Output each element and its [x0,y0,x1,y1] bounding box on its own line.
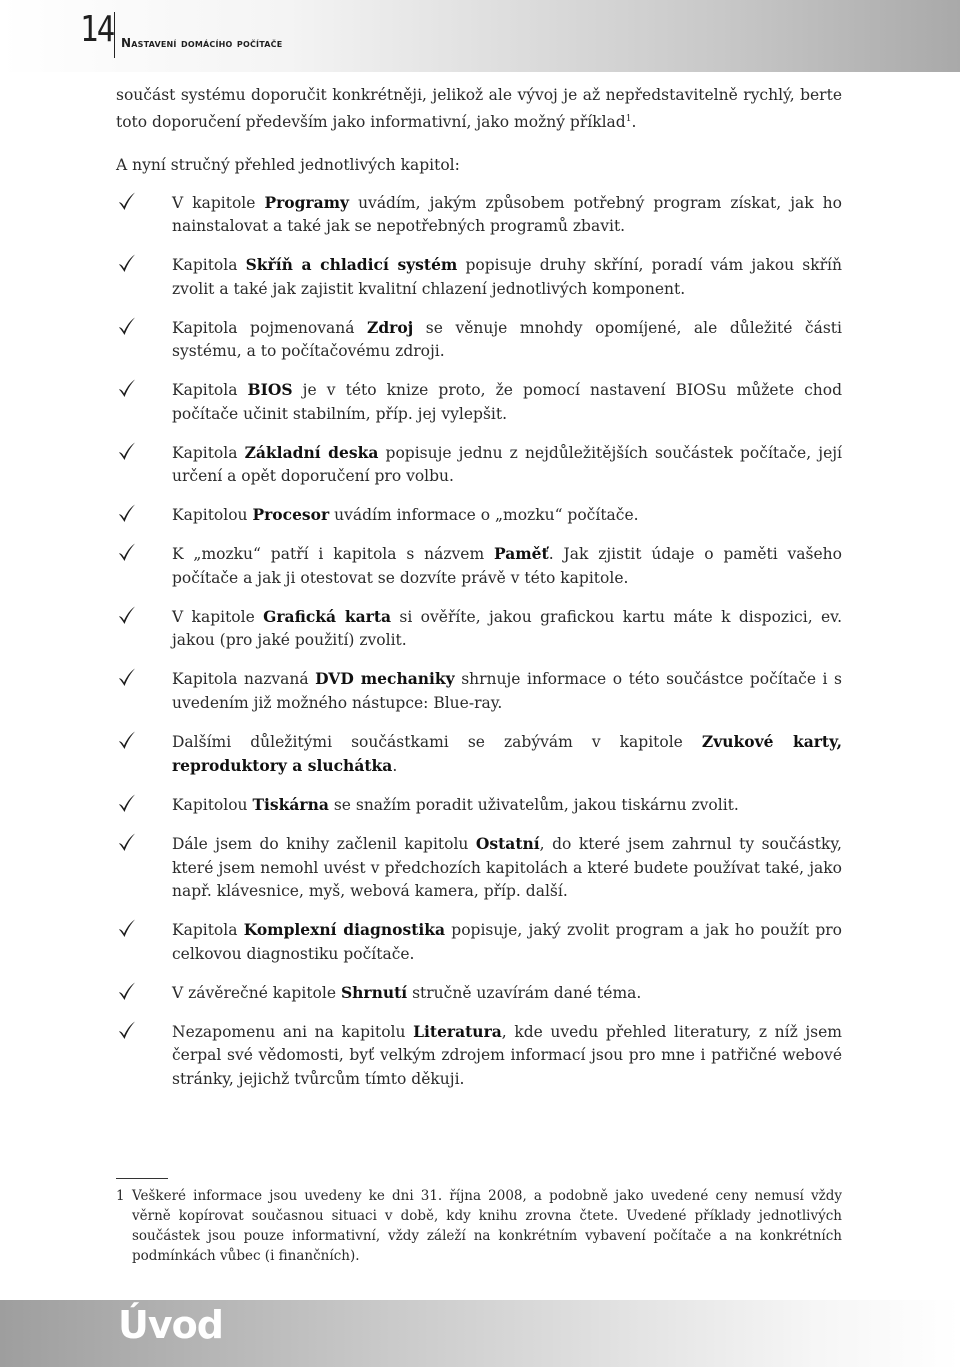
chapter-name: Zvukové karty, reproduktory a sluchátka [172,731,842,776]
page-header [0,0,960,72]
chapter-name: Paměť [494,544,549,564]
page-body [116,84,842,1106]
checkmark-icon [116,542,138,564]
chapter-list-item [116,667,842,715]
checkmark-icon [116,730,138,752]
chapter-list-item [116,441,842,489]
checkmark-icon [116,316,138,338]
chapter-list-item [116,832,842,904]
checkmark-icon [116,832,138,854]
chapter-item-text: popisuje druhy skříní, poradí vám jakou skříň zvolit a také jak zajistit kvalitní chlazení jednotlivých komponent. [172,256,842,298]
chapter-overview-lead: A nyní stručný přehled jednotlivých kapitol: [116,156,460,175]
chapter-item-text: Dále jsem do knihy začlenil kapitolu [172,835,476,854]
chapter-item-text: Kapitolou [172,506,253,525]
chapter-name: Literatura [413,1021,502,1041]
chapter-list-item [116,253,842,301]
chapter-item-text: shrnuje informace o této součástce počítače i s uvedením již možného nástupce: Blue-ray. [172,670,842,712]
checkmark-icon [116,918,138,940]
chapter-item-text: uvádím, jakým způsobem potřebný program získat, jak ho nainstalovat a také jak se nepotřebných programů zbavit. [172,193,842,236]
page-number: 14 [80,9,114,50]
chapter-item-text: uvádím informace o „mozku“ počítače. [329,506,639,525]
checkmark-icon [116,253,138,275]
checkmark-icon [116,503,138,525]
chapter-name: BIOS [247,380,293,400]
checkmark-icon [116,605,138,627]
chapter-item-text: Kapitola [172,381,248,400]
chapter-list-item [116,730,842,779]
chapter-item-text: V kapitole [172,193,265,212]
checkmark-icon [116,667,138,689]
chapter-item-text: stručně uzavírám dané téma. [407,983,642,1002]
chapter-list-item [116,542,842,590]
chapter-name: Základní deska [244,442,379,462]
chapter-item-text: popisuje jednu z nejdůležitějších součástek počítače, její určení a opět doporučení pro volbu. [172,443,843,486]
section-title: Úvod [118,1303,223,1347]
chapter-item-text: se věnuje mnohdy opomíjené, ale důležité části systému, a to počítačovému zdroji. [172,318,842,361]
chapter-item-text: V kapitole [172,607,264,626]
chapter-item-text: . Jak zjistit údaje o paměti vašeho počítače a jak ji otestovat se dozvíte právě v této kapitole. [172,545,842,587]
intro-text-end: . [631,112,637,131]
chapter-name: Tiskárna [252,795,329,815]
chapter-name: Shrnutí [340,982,408,1002]
chapter-list-item [116,316,842,364]
chapter-name: Programy [264,192,350,212]
checkmark-icon [116,441,138,463]
chapter-item-text: , kde uvedu přehled literatury, z níž jsem čerpal své vědomosti, byť velkým zdrojem informací jsou pro mne i patřičné webové stránky, jejichž tvůrcům tímto děkuji. [172,1022,842,1088]
chapter-item-text: Kapitolou [172,796,253,815]
chapter-name: DVD mechaniky [315,669,455,689]
footnote-text: Veškeré informace jsou uvedeny ke dni 31. října 2008, a podobně jako uvedené ceny nemusí vždy věrně kopírovat současnou situaci v době, kdy knihu zrovna čtete. Uvedené příklady jednotlivých součástek jsou pouze informativní, vždy záleží na konkrétním vybavení počítače a na konkrétních podmínkách vůbec (i finančních). [132,1188,842,1264]
chapter-list [116,191,842,1092]
footnote-reference: 1 [625,113,632,124]
chapter-item-text: Dalšími důležitými součástkami se zabývám v kapitole [172,732,702,751]
chapter-list-item [116,981,842,1006]
chapter-name: Skříň a chladicí systém [245,255,458,275]
chapter-list-item [116,918,842,966]
checkmark-icon [116,378,138,400]
chapter-list-item [116,605,842,653]
footnote-divider [116,1178,168,1179]
intro-paragraph [116,84,842,134]
checkmark-icon [116,1020,138,1042]
chapter-title: Nastavení domácího počítače [121,36,283,50]
chapter-name: Grafická karta [263,606,392,626]
chapter-item-text: se snažím poradit uživatelům, jakou tiskárnu zvolit. [328,796,739,815]
chapter-item-text: si ověříte, jakou grafickou kartu máte k dispozici, ev. jakou (pro jaké použití) zvolit. [172,607,842,650]
chapter-item-text: je v této knize proto, že pomocí nastavení BIOSu můžete chod počítače učinit stabilním, příp. jej vylepšit. [172,381,842,423]
chapter-name: Zdroj [367,317,414,337]
chapter-item-text: K „mozku“ patří i kapitola s názvem [172,545,494,564]
chapter-item-text: popisuje, jaký zvolit program a jak ho použít pro celkovou diagnostiku počítače. [172,921,842,963]
chapter-item-text: Kapitola [172,443,245,462]
checkmark-icon [116,191,138,213]
chapter-item-text: Kapitola [172,921,244,940]
chapter-list-item [116,503,842,528]
chapter-name: Procesor [252,505,330,525]
chapter-list-item [116,191,842,239]
page-footer [0,1300,960,1367]
chapter-item-text: Kapitola [172,256,246,275]
chapter-list-item [116,793,842,818]
chapter-list-item [116,378,842,426]
footnote [116,1186,842,1266]
footnote-mark: 1 [116,1188,125,1204]
chapter-name: Ostatní [475,834,540,854]
chapter-item-text: Nezapomenu ani na kapitolu [172,1022,414,1041]
chapter-item-text: V závěrečné kapitole [172,983,341,1002]
chapter-item-text: Kapitola nazvaná [172,670,316,689]
chapter-item-text: Kapitola pojmenovaná [172,318,367,337]
chapter-item-text: . [392,757,398,776]
chapter-name: Komplexní diagnostika [243,920,446,940]
checkmark-icon [116,981,138,1003]
intro-text: součást systému doporučit konkrétněji, jelikož ale vývoj je až nepředstavitelně rychlý, berte toto doporučení především jako informativní, jako možný příklad [116,86,842,131]
chapter-item-text: , do které jsem zahrnul ty součástky, které jsem nemohl uvést v předchozích kapitolách a které budete používat také, jako např. klávesnice, myš, webová kamera, příp. další. [172,835,842,901]
checkmark-icon [116,793,138,815]
chapter-list-item [116,1020,842,1092]
header-divider [114,12,115,58]
